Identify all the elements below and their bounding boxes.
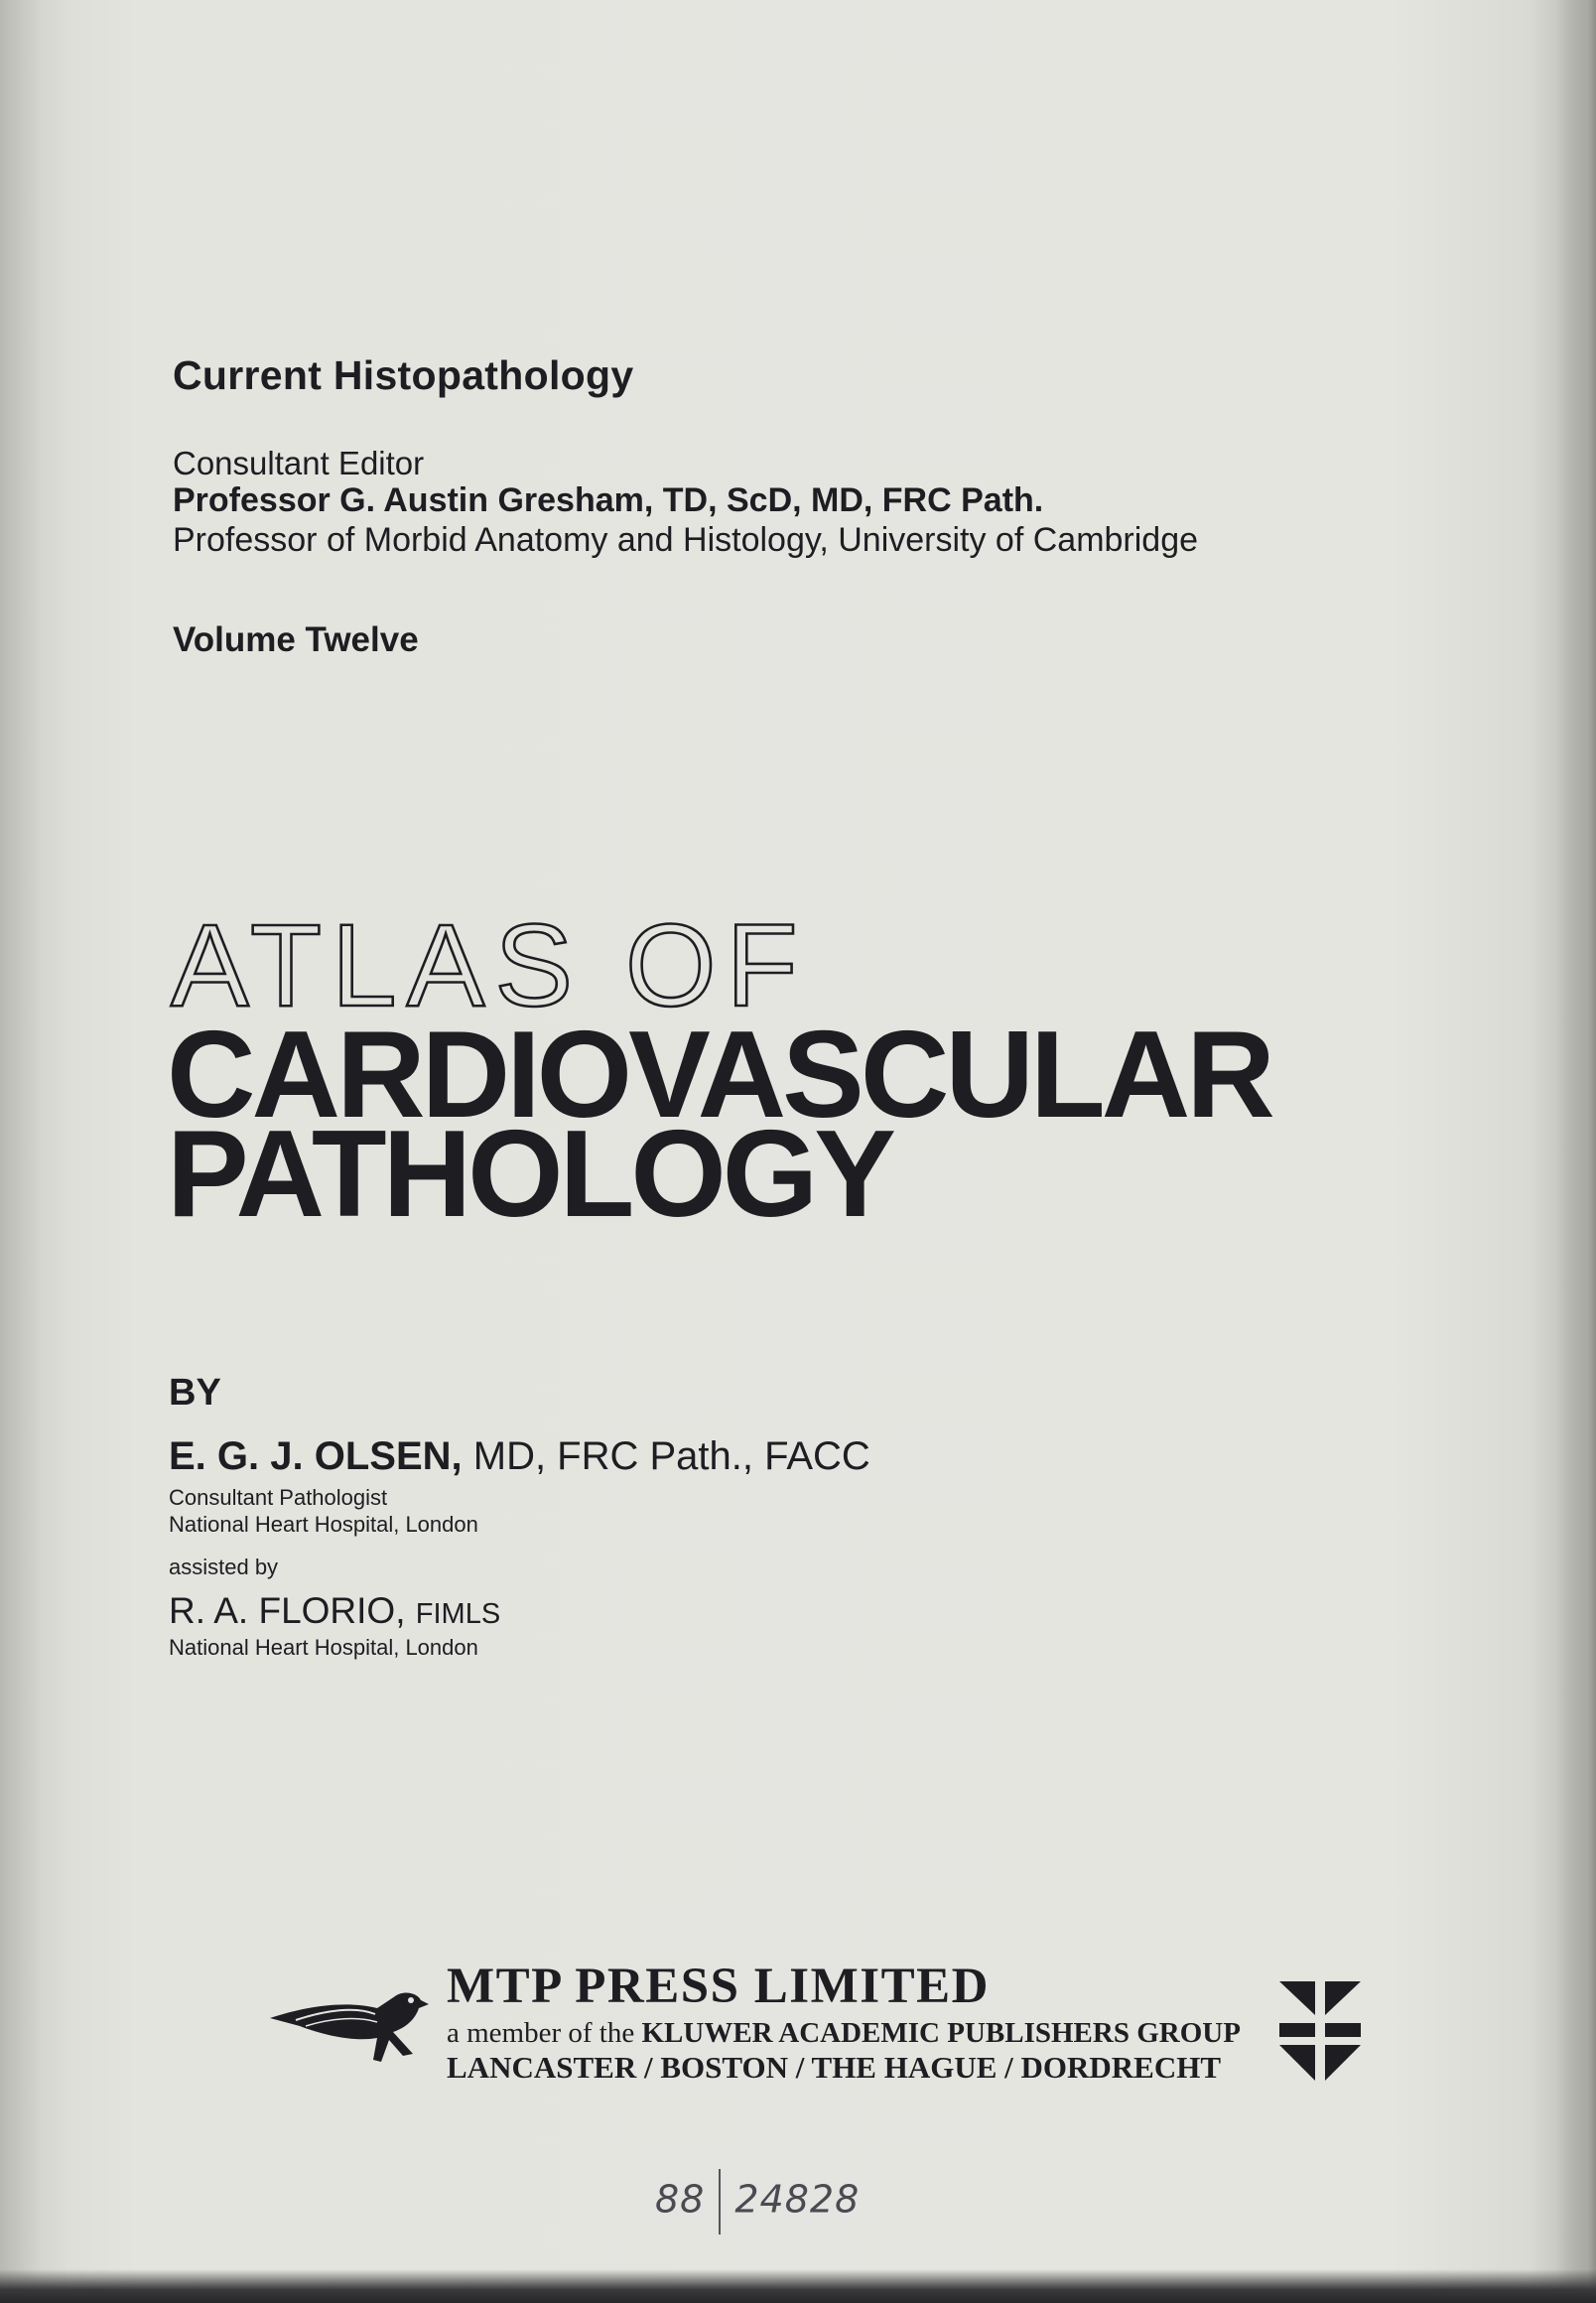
shelf-mark-divider bbox=[719, 2169, 721, 2235]
book-title-line-2: CARDIOVASCULAR bbox=[167, 1007, 1271, 1144]
consultant-editor-name: Professor G. Austin Gresham, TD, ScD, MD, FRC Path. bbox=[173, 481, 1044, 519]
consultant-editor-label: Consultant Editor bbox=[173, 445, 425, 481]
author-1 bbox=[169, 1434, 870, 1479]
author-2-credentials: FIMLS bbox=[415, 1598, 501, 1630]
author-2-name: R. A. FLORIO, bbox=[169, 1590, 406, 1631]
author-1-name: E. G. J. OLSEN, bbox=[169, 1434, 463, 1478]
page-bottom-shadow bbox=[0, 2269, 1596, 2303]
falcon-logo-icon bbox=[266, 1970, 435, 2085]
handwritten-shelf-mark bbox=[655, 2169, 860, 2235]
book-title-line-1: ATLAS OF bbox=[171, 918, 808, 1031]
author-1-credentials: MD, FRC Path., FACC bbox=[472, 1434, 870, 1478]
volume-number: Volume Twelve bbox=[173, 620, 419, 659]
shelf-mark-left: 88 bbox=[655, 2177, 706, 2222]
publisher-membership bbox=[447, 2017, 1241, 2050]
book-title-line-3: PATHOLOGY bbox=[167, 1106, 892, 1243]
assisted-by-label: assisted by bbox=[169, 1555, 279, 1579]
author-2-institution: National Heart Hospital, London bbox=[169, 1635, 478, 1660]
book-title bbox=[167, 918, 1397, 1266]
book-spine-shadow bbox=[0, 0, 69, 2303]
consultant-editor-position: Professor of Morbid Anatomy and Histology, University of Cambridge bbox=[173, 521, 1199, 559]
publisher-member-prefix: a member of the bbox=[447, 2017, 635, 2049]
author-2 bbox=[169, 1590, 500, 1632]
publisher-name: MTP PRESS LIMITED bbox=[447, 1959, 990, 2014]
shelf-mark-right: 24828 bbox=[734, 2177, 861, 2222]
publisher-cities: LANCASTER / BOSTON / THE HAGUE / DORDRECHT bbox=[447, 2050, 1222, 2085]
author-1-role: Consultant Pathologist bbox=[169, 1485, 388, 1510]
kluwer-logo-icon bbox=[1275, 1975, 1365, 2087]
series-title: Current Histopathology bbox=[173, 352, 634, 398]
author-1-institution: National Heart Hospital, London bbox=[169, 1512, 478, 1537]
by-label: BY bbox=[169, 1372, 221, 1414]
publisher-group: KLUWER ACADEMIC PUBLISHERS GROUP bbox=[641, 2017, 1241, 2049]
page-edge-shadow bbox=[1556, 0, 1596, 2303]
